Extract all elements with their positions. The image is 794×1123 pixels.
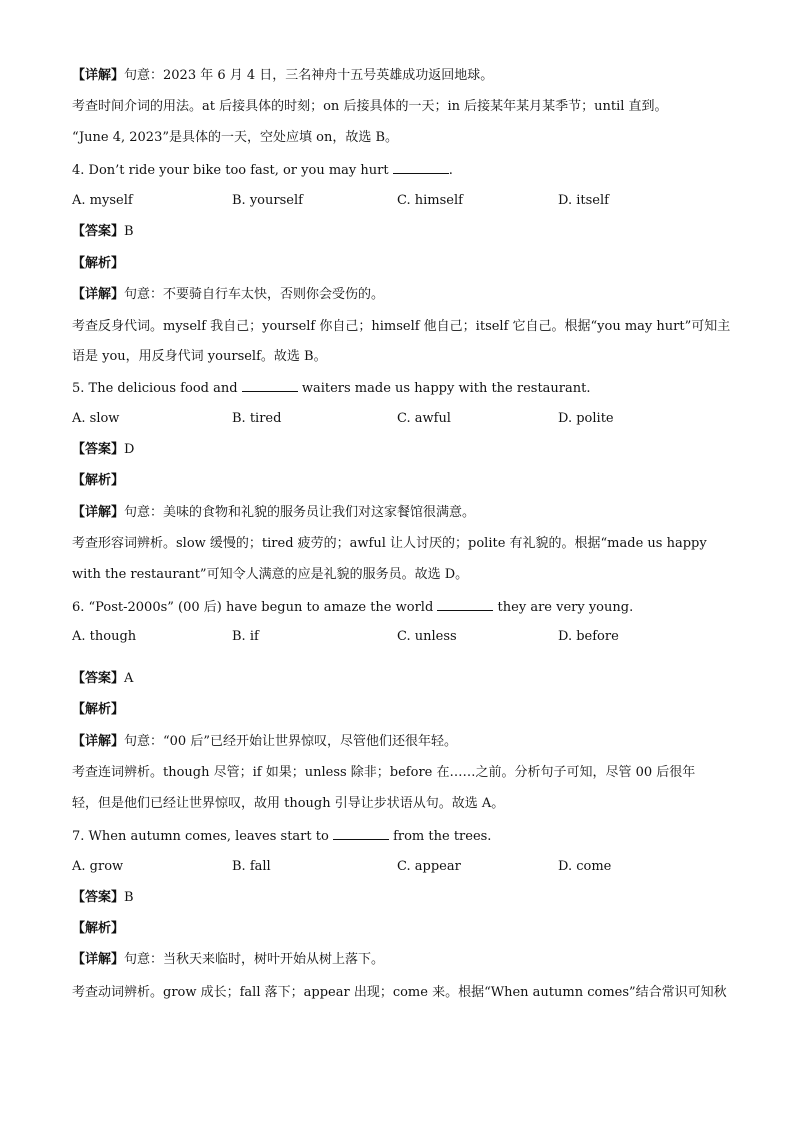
q5-explanation-2: with the restaurant”可知令人满意的应是礼貌的服务员。故选 D。 [72,567,469,582]
q7-options [72,858,732,876]
q5-detail: 【详解】句意：美味的食物和礼貌的服务员让我们对这家餐馆很满意。 [72,505,476,520]
q6-stem: 6. “Post-2000s” (00 后) have begun to amaze the world they are very young. [72,600,634,615]
q5-stem: 5. The delicious food and waiters made us happy with the restaurant. [72,381,591,396]
answer-blank [437,598,493,611]
q3-detail [72,67,732,85]
q4-analysis-label: 【解析】 [72,256,125,271]
q5-answer: 【答案】D [72,442,135,457]
q7-stem: 7. When autumn comes, leaves start to from the trees. [72,829,492,844]
option-c: C. awful [397,411,451,426]
option-a: A. grow [72,859,124,874]
q7-answer: 【答案】B [72,890,134,905]
q6-options [72,628,732,646]
option-a: A. slow [72,411,120,426]
option-d: D. polite [558,411,614,426]
option-c: C. unless [397,629,457,644]
option-b: B. tired [232,411,282,426]
q3-explanation-2: “June 4, 2023”是具体的一天，空处应填 on，故选 B。 [72,130,399,145]
detail-label: 【详解】 [72,68,125,83]
q7-explanation-1: 考查动词辨析。grow 成长；fall 落下；appear 出现；come 来。根据“When autumn comes”结合常识可知秋 [72,985,727,1000]
option-a: A. though [72,629,137,644]
q4-explanation-2: 语是 you，用反身代词 yourself。故选 B。 [72,349,327,364]
option-c: C. himself [397,193,463,208]
q4-answer: 【答案】B [72,224,134,239]
q6-explanation-1: 考查连词辨析。though 尽管；if 如果；unless 除非；before 在……之前。分析句子可知，尽管 00 后很年 [72,765,696,780]
q6-explanation-2: 轻，但是他们已经让世界惊叹，故用 though 引导让步状语从句。故选 A。 [72,796,505,811]
q5-options [72,410,732,428]
q6-detail: 【详解】句意：“00 后”已经开始让世界惊叹，尽管他们还很年轻。 [72,734,457,749]
q4-detail: 【详解】句意：不要骑自行车太快，否则你会受伤的。 [72,287,385,302]
q5-explanation-1: 考查形容词辨析。slow 缓慢的；tired 疲劳的；awful 让人讨厌的；polite 有礼貌的。根据“made us happy [72,536,707,551]
answer-blank [242,379,298,392]
q3-explanation-1: 考查时间介词的用法。at 后接具体的时刻；on 后接具体的一天；in 后接某年某月某季节；until 直到。 [72,99,668,114]
q4-explanation-1: 考查反身代词。myself 我自己；yourself 你自己；himself 他自己；itself 它自己。根据“you may hurt”可知主 [72,319,731,334]
option-d: D. before [558,629,619,644]
option-b: B. if [232,629,259,644]
q6-analysis-label: 【解析】 [72,702,125,717]
option-c: C. appear [397,859,461,874]
option-b: B. fall [232,859,271,874]
option-b: B. yourself [232,193,303,208]
answer-blank [393,161,449,174]
q4-stem: 4. Don’t ride your bike too fast, or you may hurt . [72,163,453,178]
q5-analysis-label: 【解析】 [72,473,125,488]
q3-detail-text: 句意：2023 年 6 月 4 日，三名神舟十五号英雄成功返回地球。 [124,68,494,83]
q7-analysis-label: 【解析】 [72,921,125,936]
option-d: D. itself [558,193,609,208]
q6-answer: 【答案】A [72,671,134,686]
option-a: A. myself [72,193,133,208]
option-d: D. come [558,859,612,874]
q4-options [72,192,732,210]
q7-detail: 【详解】句意：当秋天来临时，树叶开始从树上落下。 [72,952,385,967]
answer-blank [333,827,389,840]
